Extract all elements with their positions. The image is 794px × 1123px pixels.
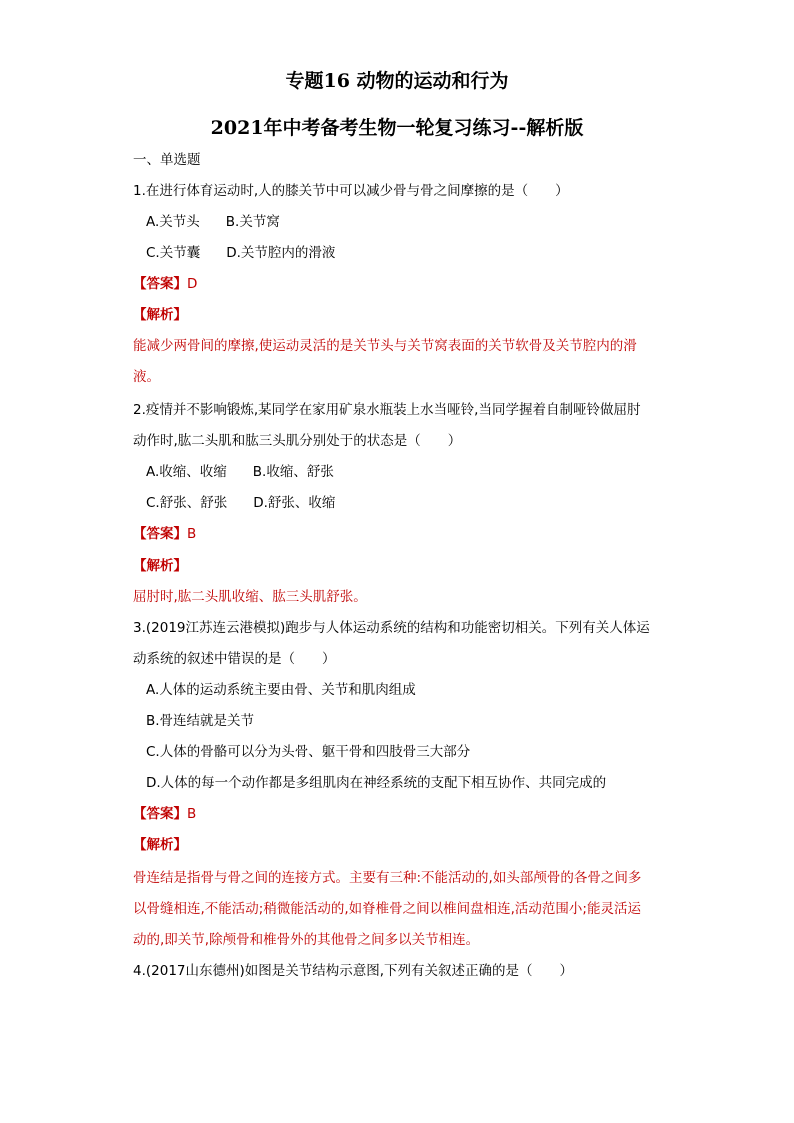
- q1-options-row-1: [146, 212, 280, 232]
- q1-answer: [133, 274, 197, 294]
- q1-stem: 1.在进行体育运动时,人的膝关节中可以减少骨与骨之间摩擦的是（ ）: [133, 183, 569, 199]
- answer-label: 【答案】: [133, 526, 187, 542]
- q3-stem-line-2: 动系统的叙述中错误的是（ ）: [133, 651, 336, 667]
- q3-option-a: A.人体的运动系统主要由骨、关节和肌肉组成: [146, 682, 416, 698]
- q1-analysis-line-2: 液。: [133, 369, 160, 385]
- answer-label: 【答案】: [133, 806, 187, 822]
- q3-answer-value: B: [187, 806, 197, 822]
- q2-options-row-2: [146, 493, 335, 513]
- q2-answer: [133, 524, 196, 544]
- q2-answer-value: B: [187, 526, 197, 542]
- q2-analysis-label: 【解析】: [133, 558, 187, 574]
- section-heading: 一、单选题: [133, 152, 201, 168]
- q1-option-c: C.关节囊: [146, 245, 201, 261]
- q1-answer-value: D: [187, 276, 198, 292]
- q1-option-b: B.关节窝: [225, 214, 280, 230]
- q3-option-d: D.人体的每一个动作都是多组肌肉在神经系统的支配下相互协作、共同完成的: [146, 775, 607, 791]
- q2-stem-line-1: 2.疫情并不影响锻炼,某同学在家用矿泉水瓶装上水当哑铃,当同学握着自制哑铃做屈肘: [133, 402, 641, 418]
- q1-option-d: D.关节腔内的滑液: [226, 245, 336, 261]
- answer-label: 【答案】: [133, 276, 187, 292]
- title-line-1: 专题16 动物的运动和行为: [285, 70, 509, 92]
- title-line-2: 2021年中考备考生物一轮复习练习--解析版: [210, 117, 584, 139]
- q2-analysis-line-1: 屈肘时,肱二头肌收缩、肱三头肌舒张。: [133, 589, 367, 605]
- q3-option-b: B.骨连结就是关节: [146, 713, 255, 729]
- q3-stem-line-1: 3.(2019江苏连云港模拟)跑步与人体运动系统的结构和功能密切相关。下列有关人体运: [133, 620, 650, 636]
- q3-option-c: C.人体的骨骼可以分为头骨、躯干骨和四肢骨三大部分: [146, 744, 471, 760]
- q3-analysis-line-2: 以骨缝相连,不能活动;稍微能活动的,如脊椎骨之间以椎间盘相连,活动范围小;能灵活运: [133, 901, 641, 917]
- q3-analysis-label: 【解析】: [133, 837, 187, 853]
- q1-options-row-2: [146, 243, 335, 263]
- q1-analysis-line-1: 能减少两骨间的摩擦,使运动灵活的是关节头与关节窝表面的关节软骨及关节腔内的滑: [133, 338, 637, 354]
- q3-answer: [133, 804, 196, 824]
- q2-option-c: C.舒张、舒张: [146, 495, 228, 511]
- q3-analysis-line-1: 骨连结是指骨与骨之间的连接方式。主要有三种:不能活动的,如头部颅骨的各骨之间多: [133, 870, 642, 886]
- q1-option-a: A.关节头: [146, 214, 200, 230]
- q2-options-row-1: [146, 462, 334, 482]
- q3-analysis-line-3: 动的,即关节,除颅骨和椎骨外的其他骨之间多以关节相连。: [133, 932, 480, 948]
- q2-stem-line-2: 动作时,肱二头肌和肱三头肌分别处于的状态是（ ）: [133, 433, 462, 449]
- q1-analysis-label: 【解析】: [133, 307, 187, 323]
- q2-option-d: D.舒张、收缩: [253, 495, 336, 511]
- q2-option-b: B.收缩、舒张: [252, 464, 334, 480]
- q2-option-a: A.收缩、收缩: [146, 464, 227, 480]
- q4-stem: 4.(2017山东德州)如图是关节结构示意图,下列有关叙述正确的是（ ）: [133, 963, 574, 979]
